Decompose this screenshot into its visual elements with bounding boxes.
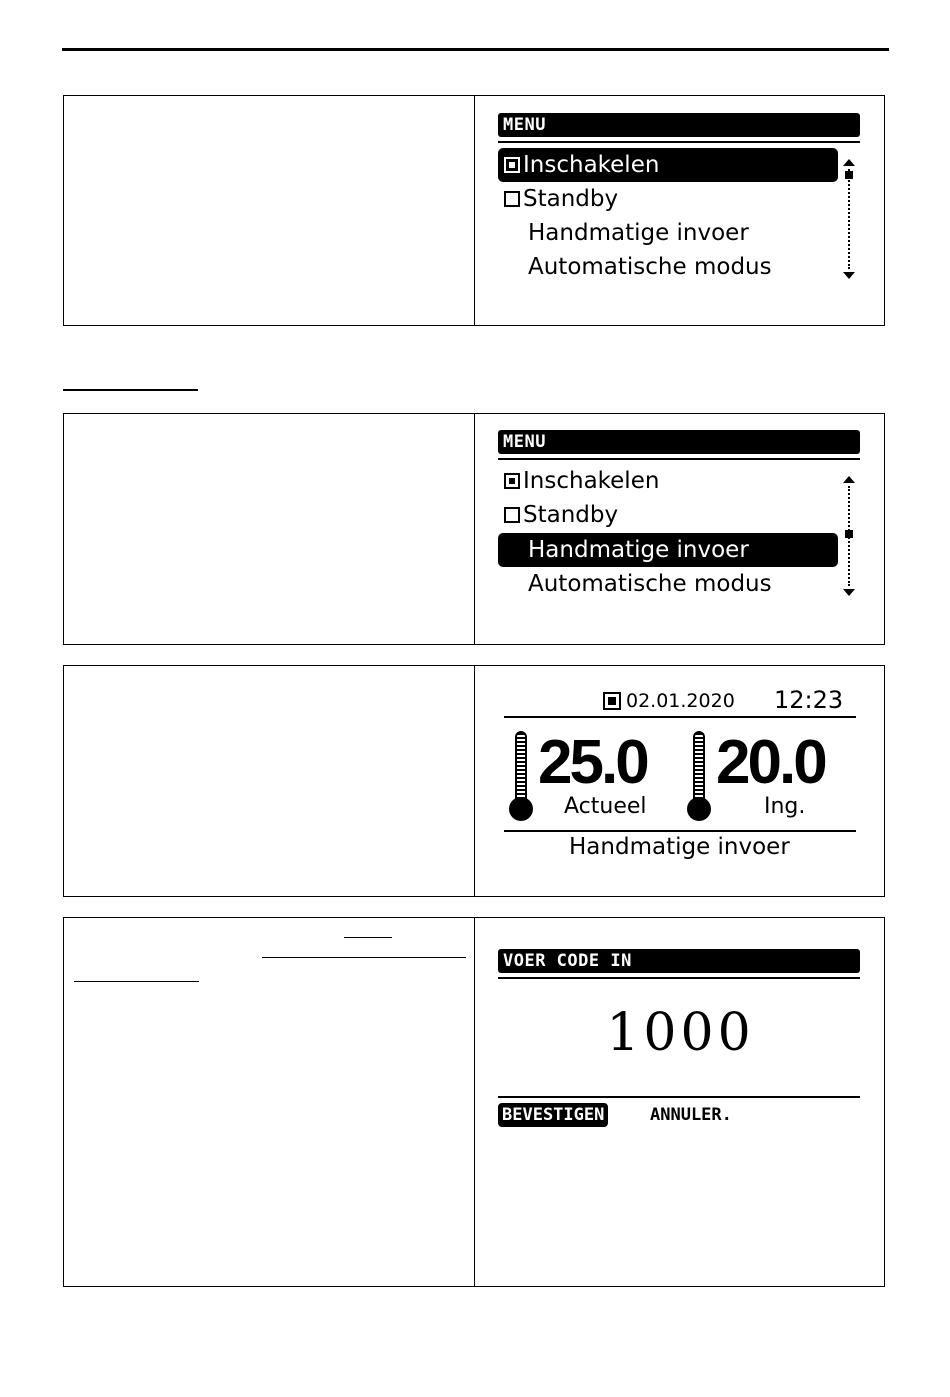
status-top-rule: [504, 716, 856, 718]
actual-label: Actueel: [564, 794, 647, 819]
code-title-bar: VOER CODE IN: [498, 949, 860, 973]
instruction-row-4: [63, 917, 885, 1287]
menu-scrollbar[interactable]: [843, 476, 855, 596]
scroll-up-arrow-icon: [843, 159, 855, 166]
set-label: Ing.: [764, 794, 806, 819]
menu-item-inschakelen[interactable]: Inschakelen: [498, 464, 838, 498]
checked-box-icon: [504, 473, 520, 489]
menu-item-automatische-modus[interactable]: Automatische modus: [528, 254, 772, 280]
section-heading-underline: [63, 389, 198, 391]
instruction-row-1: [63, 95, 885, 326]
status-time: 12:23: [774, 686, 844, 714]
menu-item-handmatige-invoer[interactable]: Handmatige invoer: [528, 220, 749, 246]
lcd-status-screen: [498, 682, 863, 872]
menu-title-rule: [498, 141, 860, 143]
code-value[interactable]: 1000: [606, 1003, 755, 1063]
thermometer-icon: [686, 731, 712, 823]
actual-temperature: 25.0: [538, 728, 647, 797]
column-divider: [474, 96, 475, 325]
status-bottom-rule: [504, 830, 856, 832]
unchecked-box-icon: [504, 191, 520, 207]
column-divider: [474, 414, 475, 644]
status-mode: Handmatige invoer: [569, 834, 790, 860]
code-title-rule: [498, 977, 860, 979]
scroll-down-arrow-icon: [843, 272, 855, 279]
menu-item-handmatige-invoer[interactable]: Handmatige invoer: [498, 533, 838, 567]
text-underline: [74, 981, 199, 982]
scroll-thumb: [845, 530, 853, 538]
checked-box-icon: [504, 157, 520, 173]
unchecked-box-icon: [504, 507, 520, 523]
menu-item-automatische-modus[interactable]: Automatische modus: [528, 571, 772, 597]
menu-title-rule: [498, 458, 860, 460]
header-rule: [62, 48, 889, 51]
lcd-menu-screen-2: [498, 430, 863, 610]
lcd-code-screen: [498, 949, 863, 1134]
menu-scrollbar[interactable]: [843, 159, 855, 279]
column-divider: [474, 666, 475, 896]
column-divider: [474, 918, 475, 1286]
code-bottom-rule: [498, 1096, 860, 1098]
menu-title-bar: MENU: [498, 113, 860, 137]
scroll-down-arrow-icon: [843, 589, 855, 596]
menu-item-standby[interactable]: Standby: [498, 498, 838, 532]
text-underline: [262, 957, 466, 958]
instruction-row-2: [63, 413, 885, 645]
instruction-row-3: [63, 665, 885, 897]
confirm-button[interactable]: BEVESTIGEN: [498, 1103, 608, 1127]
menu-item-inschakelen[interactable]: Inschakelen: [498, 148, 838, 182]
set-temperature: 20.0: [716, 728, 825, 797]
status-date: 02.01.2020: [626, 690, 735, 712]
menu-title-bar: MENU: [498, 430, 860, 454]
thermometer-icon: [508, 731, 534, 823]
scroll-thumb: [845, 171, 853, 179]
scroll-up-arrow-icon: [843, 476, 855, 483]
lcd-menu-screen-1: [498, 113, 863, 293]
status-checked-icon: [603, 692, 621, 710]
cancel-button[interactable]: ANNULER.: [650, 1105, 732, 1125]
text-underline: [344, 937, 392, 938]
menu-item-standby[interactable]: Standby: [498, 182, 838, 216]
